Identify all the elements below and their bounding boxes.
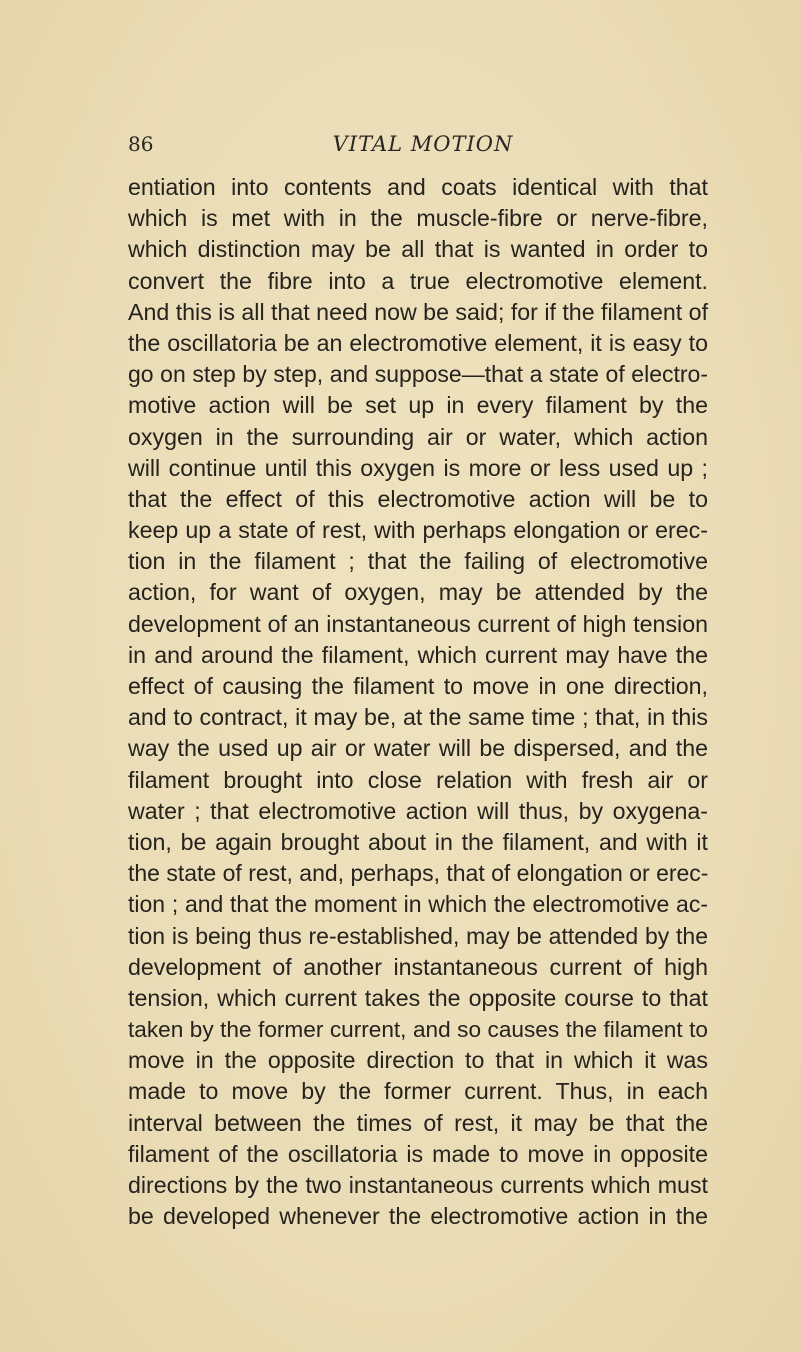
text-line: tion is being thus re-established, may be attended by the [128,922,708,949]
text-line: be developed whenever the electromotive action in the [128,1203,708,1230]
page-number: 86 [128,132,154,156]
text-line: filament brought into close relation with fresh air or [128,766,708,793]
text-line: in and around the filament, which current may have the [128,641,708,668]
text-line: tion, be again brought about in the filament, and with it [128,828,708,855]
running-title: VITAL MOTION [332,132,514,156]
body-text [128,172,708,1232]
text-line: which distinction may be all that is wanted in order to [128,236,708,263]
text-line: keep up a state of rest, with perhaps elongation or erec- [128,517,708,544]
text-line: development of another instantaneous current of high [128,953,708,980]
text-line: and to contract, it may be, at the same time ; that, in this [128,704,708,731]
text-line: filament of the oscillatoria is made to move in opposite [128,1140,708,1167]
text-line: the oscillatoria be an electromotive element, it is easy to [128,329,708,356]
text-line: effect of causing the filament to move in one direction, [128,673,708,699]
running-head [128,132,708,162]
text-line: development of an instantaneous current of high tension [128,610,708,637]
text-line: tension, which current takes the opposite course to that [128,984,708,1011]
text-line: tion ; and that the moment in which the electromotive ac- [128,891,708,918]
text-line: made to move by the former current. Thus, in each [128,1078,708,1105]
text-line: that the effect of this electromotive action will be to [128,485,708,512]
text-line: way the used up air or water will be dispersed, and the [128,735,708,762]
text-line: go on step by step, and suppose—that a state of electro- [128,361,708,388]
text-line: entiation into contents and coats identical with that [128,174,708,200]
text-line: the state of rest, and, perhaps, that of elongation or erec- [128,860,709,887]
text-line: directions by the two instantaneous currents which must [128,1172,708,1198]
text-line: convert the fibre into a true electromotive element. [128,267,708,294]
text-line: oxygen in the surrounding air or water, which action [128,423,708,450]
text-line: action, for want of oxygen, may be attended by the [128,579,708,606]
text-line: And this is all that need now be said; for if the filament of [128,298,709,325]
text-line: taken by the former current, and so causes the filament to [128,1017,708,1043]
text-line: motive action will be set up in every filament by the [128,392,708,419]
text-line: move in the opposite direction to that in which it was [128,1047,708,1074]
text-line: tion in the filament ; that the failing of electromotive [128,548,708,575]
text-line: will continue until this oxygen is more or less used up ; [128,454,708,481]
text-line: interval between the times of rest, it may be that the [128,1109,708,1136]
text-line: water ; that electromotive action will thus, by oxygena- [128,797,708,824]
text-line: which is met with in the muscle-fibre or nerve-fibre, [128,205,708,232]
